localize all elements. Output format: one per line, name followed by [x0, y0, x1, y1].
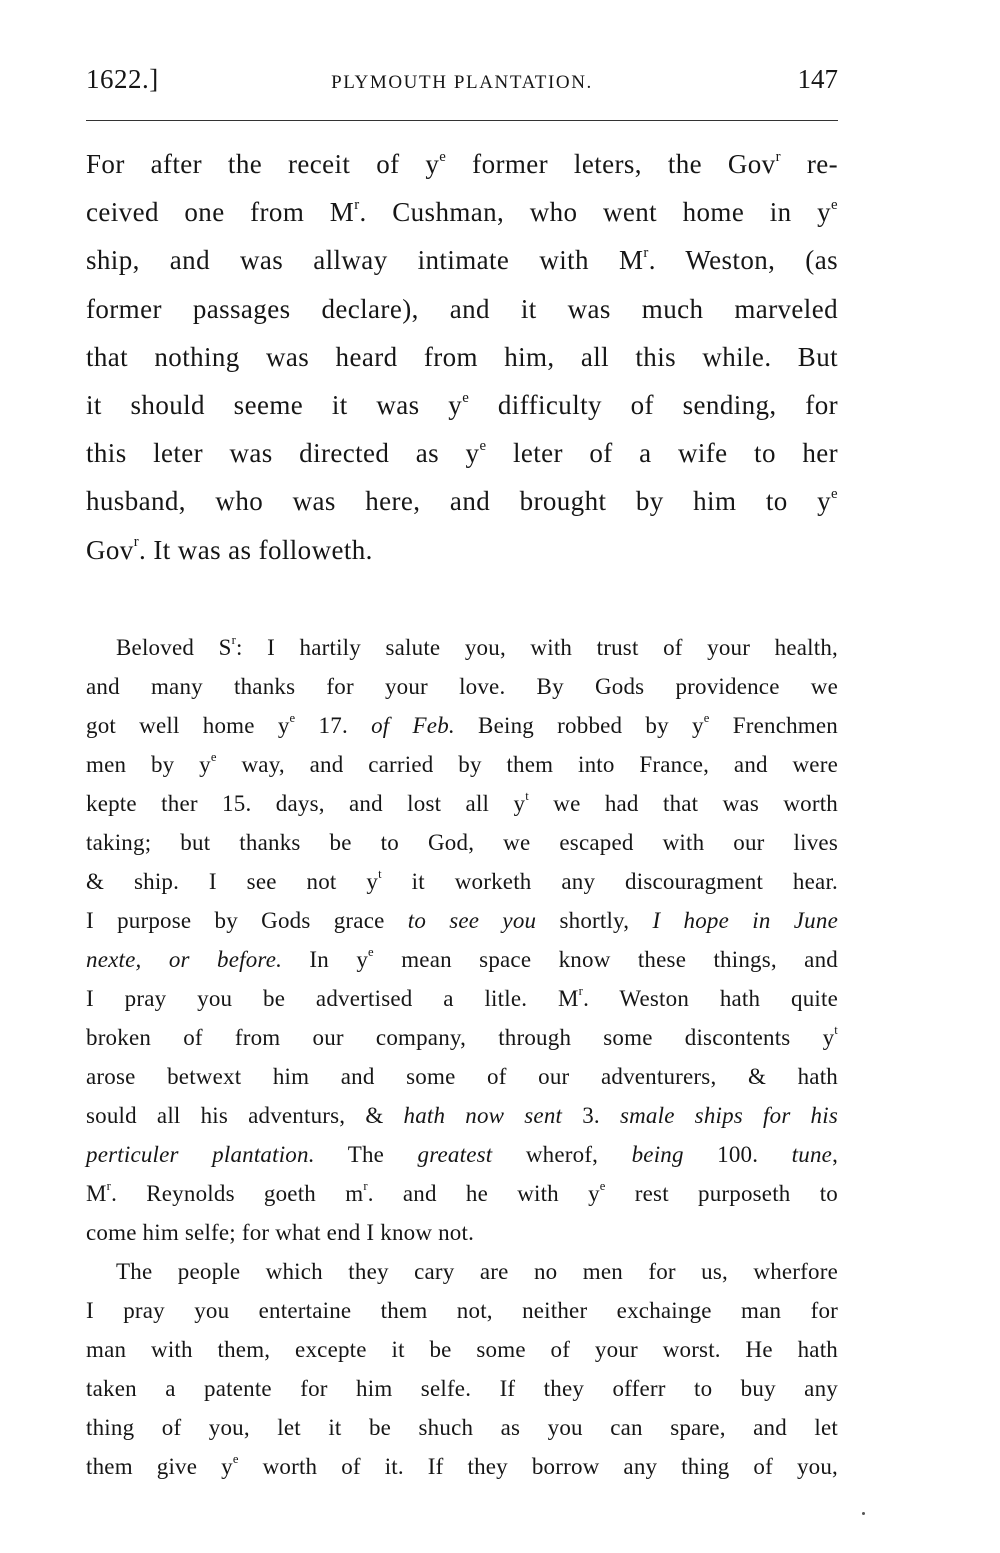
text-line: ship, and was allway intimate with $M^r$. Weston, (as: [86, 245, 838, 276]
text-line: Gov$^r$. It was as followeth.: [86, 534, 373, 565]
text-line: that nothing was heard from him, all this while. But: [86, 341, 838, 372]
text-line: taken a patente for him selfe. If they offerr to buy any: [86, 1376, 838, 1401]
text-line: taking; but thanks be to God, we escaped with our lives: [86, 830, 838, 855]
intro-paragraph: [86, 140, 838, 574]
text-line: thing of you, let it be shuch as you can spare, and let: [86, 1415, 838, 1440]
stray-mark: [862, 1512, 865, 1515]
text-line: & ship. I see not $y^t$ it worketh any discouragment hear.: [86, 867, 838, 894]
letter-text: [86, 628, 838, 1486]
header-year: 1622.]: [86, 64, 159, 94]
letter-paragraph-1: [86, 628, 838, 1252]
header-rule: [86, 120, 838, 121]
text-line: nexte, or before. In $y^e$ mean space know these things, and: [86, 945, 838, 972]
text-line: kepte ther 15. days, and lost all $y^t$ we had that was worth: [86, 789, 838, 816]
text-line: them give $y^e$ worth of it. If they borrow any thing of you,: [86, 1452, 838, 1479]
text-line: ceived one from $M^r$. Cushman, who went home in $y^e$: [86, 196, 838, 228]
text-line: The people which they cary are no men for us, wherfore: [116, 1259, 838, 1284]
text-line: $M^r$. Reynolds goeth $m^r$. and he with $y^e$ rest purposeth to: [86, 1179, 838, 1206]
text-line: men by $y^e$ way, and carried by them into France, and were: [86, 750, 838, 777]
header-title: PLYMOUTH PLANTATION.: [331, 72, 593, 93]
text-line: For after the receit of $y^e$ former leters, the Gov$^r$ re-: [86, 148, 838, 179]
running-header: [86, 64, 838, 104]
text-line: former passages declare), and it was much marveled: [86, 293, 838, 324]
text-line: I purpose by Gods grace to see you shortly, I hope in June: [86, 908, 838, 933]
text-line: Beloved $S^r$: I hartily salute you, with trust of your health,: [116, 633, 838, 660]
letter-paragraph-2: [86, 1252, 838, 1486]
text-line: and many thanks for your love. By Gods providence we: [86, 674, 838, 699]
text-line: I pray you entertaine them not, neither exchainge man for: [86, 1298, 838, 1323]
text-line: it should seeme it was $y^e$ difficulty of sending, for: [86, 389, 838, 421]
text-line: come him selfe; for what end I know not.: [86, 1220, 475, 1245]
text-line: sould all his adventurs, & hath now sent 3. smale ships for his: [86, 1103, 838, 1128]
text-line: arose betwext him and some of our adventurers, & hath: [86, 1064, 838, 1089]
text-line: perticuler plantation. The greatest wherof, being 100. tune,: [86, 1142, 839, 1167]
text-line: broken of from our company, through some discontents $y^t$: [86, 1023, 838, 1050]
text-line: man with them, excepte it be some of your worst. He hath: [86, 1337, 838, 1362]
text-line: got well home $y^e$ 17. of Feb. Being robbed by $y^e$ Frenchmen: [86, 711, 838, 738]
text-line: I pray you be advertised a litle. $M^r$. Weston hath quite: [86, 984, 839, 1011]
page-number: 147: [797, 64, 838, 94]
text-line: husband, who was here, and brought by him to $y^e$: [86, 486, 838, 517]
text-line: this leter was directed as $y^e$ leter of a wife to her: [86, 438, 838, 469]
